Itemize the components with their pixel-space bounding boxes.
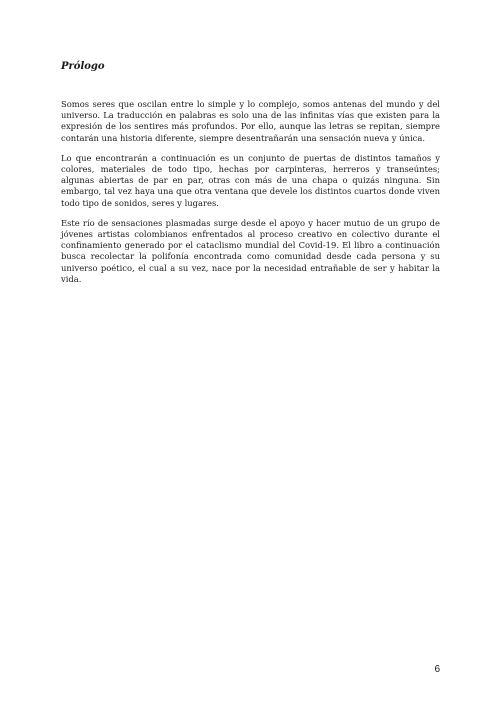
paragraph-1: Somos seres que oscilan entre lo simple y lo complejo, somos antenas del mundo y del universo. La traducción en palabras es solo una de las infinitas vías que existen para la expresión de los sentires más profundos. Por ello, aunque las letras se repitan, siempre contarán una historia diferente, siempre desentrañarán una sensación nueva y única.	[61, 99, 440, 143]
paragraph-2: Lo que encontrarán a continuación es un conjunto de puertas de distintos tamaños y colores, materiales de todo tipo, hechas por carpinteras, herreros y transeúntes; algunas abiertas de par en par, otras con más de una chapa o quizás ninguna. Sin embargo, tal vez haya una que otra ventana que devele los distintos cuartos donde viven todo tipo de sonidos, seres y lugares.	[61, 152, 440, 208]
body-text	[61, 99, 440, 294]
paragraph-3: Este río de sensaciones plasmadas surge desde el apoyo y hacer mutuo de un grupo de jóvenes artistas colombianos enfrentados al proceso creativo en colectivo durante el confinamiento generado por el cataclismo mundial del Covid-19. El libro a continuación busca recolectar la polifonía encontrada como comunidad desde cada persona y su universo poético, el cual a su vez, nace por la necesidad entrañable de ser y habitar la vida.	[61, 217, 440, 284]
section-heading: Prólogo	[61, 61, 105, 72]
page-number: 6	[434, 664, 440, 675]
